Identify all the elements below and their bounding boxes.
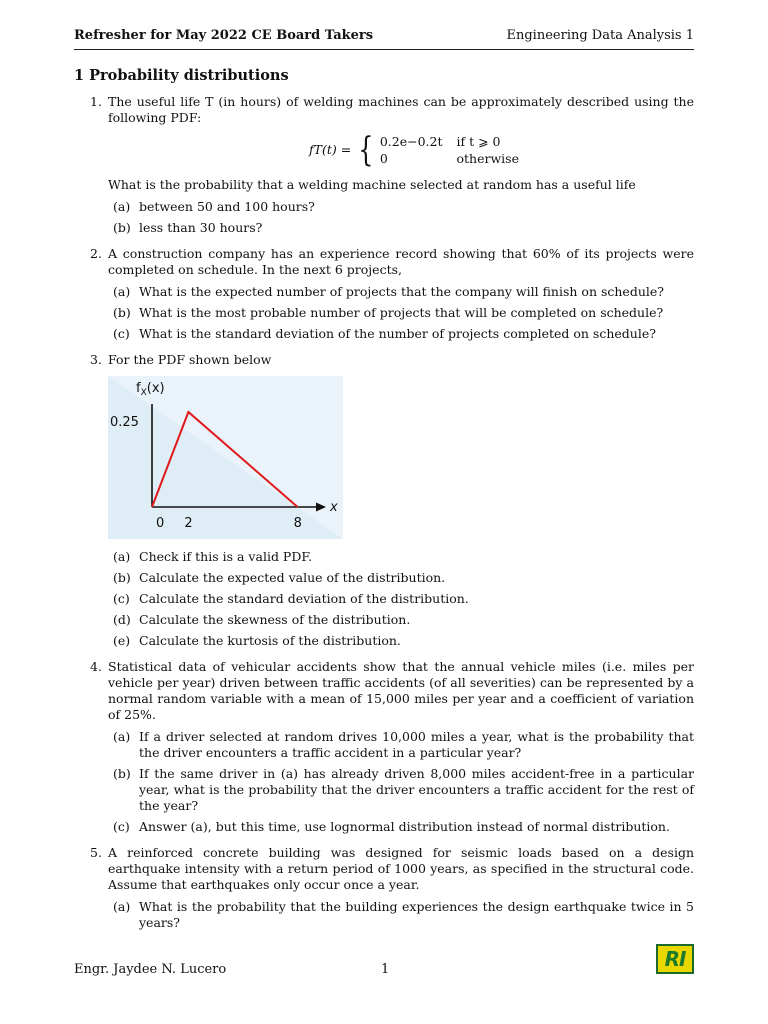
triangular-pdf-chart [108, 376, 343, 539]
sub-question [108, 570, 694, 586]
problem-number: 2. [90, 246, 102, 261]
sub-question-label: (a) [113, 284, 131, 299]
sub-question [108, 612, 694, 628]
sub-question-text: Check if this is a valid PDF. [139, 549, 313, 564]
problem-text: The useful life T (in hours) of welding machines can be approximately described using the following PDF: [108, 94, 694, 125]
sub-question [108, 899, 694, 931]
y-axis-label: $f_X(x)$ [136, 381, 165, 398]
sub-question-label: (c) [113, 819, 130, 834]
section-title: 1 Probability distributions [74, 67, 289, 84]
sub-question-list [108, 199, 694, 236]
sub-question-label: (e) [113, 633, 131, 648]
sub-question [108, 549, 694, 565]
sub-question-label: (a) [113, 899, 131, 914]
sub-question-label: (b) [113, 220, 131, 235]
pdf-equation [309, 131, 694, 169]
sub-question-label: (c) [113, 591, 130, 606]
problem-number: 3. [90, 352, 102, 367]
page-header [74, 28, 694, 50]
case-2-expression: 0 [379, 150, 388, 166]
sub-question-text: Answer (a), but this time, use lognormal distribution instead of normal distribution. [139, 819, 670, 834]
ri-logo [656, 944, 694, 974]
left-brace: { [358, 130, 374, 170]
x-tick-label: 0 [156, 516, 165, 531]
sub-question-label: (b) [113, 305, 131, 320]
sub-question-text: What is the probability that the building experiences the design earthquake twice in 5 years? [139, 899, 694, 930]
problem-4 [74, 659, 694, 835]
problem-text: For the PDF shown below [108, 352, 272, 367]
sub-question [108, 305, 694, 321]
sub-question-text: less than 30 hours? [139, 220, 263, 235]
problem-1 [74, 94, 694, 236]
sub-question-list [108, 284, 694, 342]
sub-question [108, 591, 694, 607]
problem-5 [74, 845, 694, 931]
header-subject: Engineering Data Analysis 1 [506, 28, 694, 43]
x-tick-label: 2 [184, 516, 193, 531]
sub-question-text: If the same driver in (a) has already driven 8,000 miles accident-free in a particular year, what is the probability that the driver encounters a traffic accident for the rest of the year? [139, 766, 694, 813]
problem-list [74, 94, 694, 941]
page-number: 1 [381, 962, 390, 977]
case-2-condition: otherwise [456, 150, 519, 166]
sub-question-text: Calculate the skewness of the distribution. [139, 612, 411, 627]
problem-number: 1. [90, 94, 102, 109]
case-1-condition: if t ⩾ 0 [456, 133, 501, 149]
sub-question [108, 220, 694, 236]
sub-question-text: What is the expected number of projects that the company will finish on schedule? [139, 284, 664, 299]
sub-question-text: What is the most probable number of projects that will be completed on schedule? [139, 305, 664, 320]
sub-question-text: between 50 and 100 hours? [139, 199, 315, 214]
sub-question-list [108, 729, 694, 835]
problem-text: A reinforced concrete building was designed for seismic loads based on a design earthquake intensity with a return period of 1000 years, as specified in the structural code. Assume that earthquakes only occur once a year. [108, 845, 694, 892]
problem-question: What is the probability that a welding machine selected at random has a useful life [108, 177, 636, 192]
footer-author: Engr. Jaydee N. Lucero [74, 962, 227, 977]
sub-question-list [108, 549, 694, 649]
sub-question-text: Calculate the kurtosis of the distribution. [139, 633, 401, 648]
sub-question-list [108, 899, 694, 931]
sub-question [108, 729, 694, 761]
x-tick-label: 8 [293, 516, 302, 531]
sub-question-label: (b) [113, 570, 131, 585]
problem-2 [74, 246, 694, 342]
y-tick-label: 0.25 [110, 415, 139, 430]
problem-text: Statistical data of vehicular accidents show that the annual vehicle miles (i.e. miles per vehicle per year) driven between traffic accidents (of all severities) can be represented by a normal random variable with a mean of 15,000 miles per year and a coefficient of variation of 25%. [108, 659, 694, 722]
sub-question-label: (d) [113, 612, 131, 627]
sub-question-label: (b) [113, 766, 131, 781]
problem-number: 5. [90, 845, 102, 860]
problem-3 [74, 352, 694, 649]
sub-question-label: (a) [113, 549, 131, 564]
page-footer [74, 947, 694, 982]
x-axis-label: x [330, 500, 338, 515]
pdf-figure [108, 376, 343, 539]
problem-text: A construction company has an experience record showing that 60% of its projects were completed on schedule. In the next 6 projects, [108, 246, 694, 277]
sub-question [108, 284, 694, 300]
case-1-expression: 0.2e−0.2t [379, 133, 443, 149]
sub-question [108, 766, 694, 814]
equation-lhs: fT(t) = [309, 142, 352, 157]
problem-number: 4. [90, 659, 102, 674]
sub-question-text: What is the standard deviation of the number of projects completed on schedule? [139, 326, 656, 341]
header-course-title: Refresher for May 2022 CE Board Takers [74, 28, 374, 43]
figure-shading [108, 376, 343, 539]
sub-question-text: If a driver selected at random drives 10,000 miles a year, what is the probability that the driver encounters a traffic accident in a particular year? [139, 729, 694, 760]
logo-text: RI [664, 947, 686, 971]
sub-question [108, 326, 694, 342]
sub-question [108, 819, 694, 835]
sub-question-text: Calculate the standard deviation of the distribution. [139, 591, 469, 606]
sub-question-label: (a) [113, 199, 131, 214]
piecewise-cases [380, 133, 523, 167]
sub-question-label: (a) [113, 729, 131, 744]
sub-question-text: Calculate the expected value of the distribution. [139, 570, 446, 585]
sub-question [108, 199, 694, 215]
sub-question-label: (c) [113, 326, 130, 341]
sub-question [108, 633, 694, 649]
